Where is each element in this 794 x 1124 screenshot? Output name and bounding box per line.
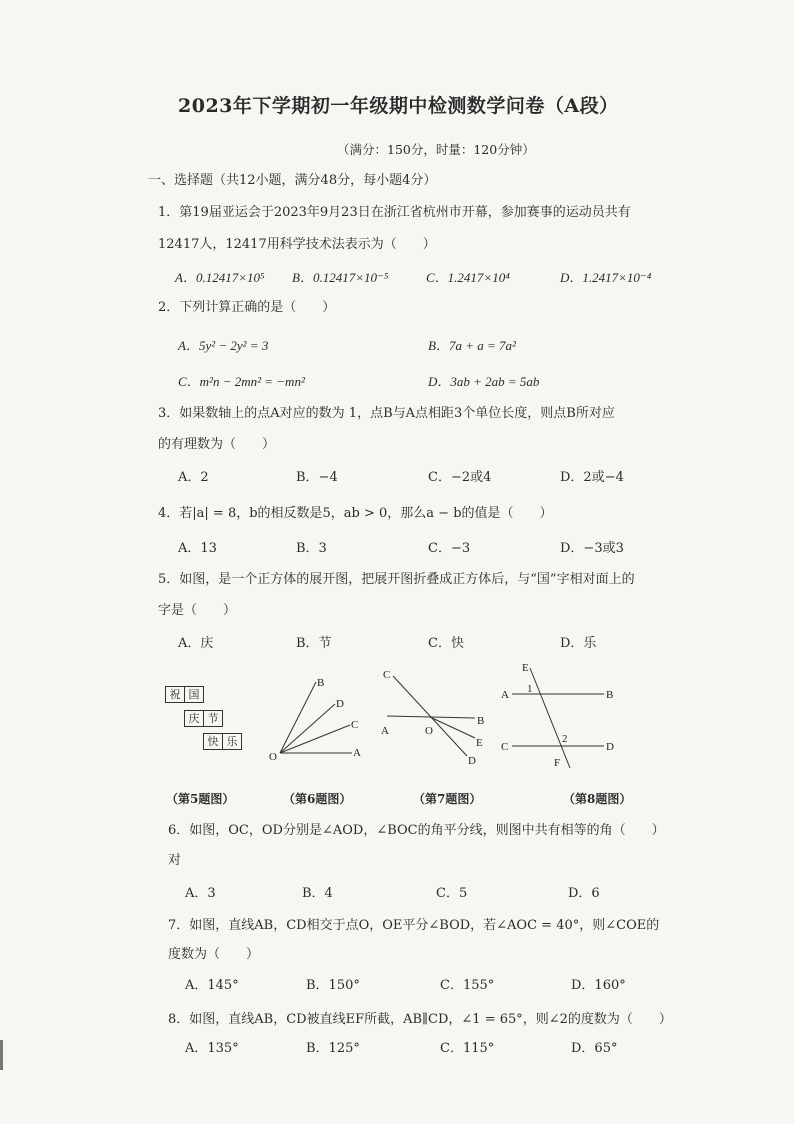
q3-option-b: B．−4 — [296, 470, 338, 485]
q7-stem-line1: 7．如图，直线AB，CD相交于点O，OE平分∠BOD，若∠AOC = 40°，则∠COE的 — [168, 918, 660, 933]
q2-option-a: A．5y² − 2y² = 3 — [178, 338, 269, 353]
ray-oe — [430, 717, 475, 738]
figure-8-parallel-lines — [492, 660, 622, 772]
label-c: C — [383, 669, 391, 681]
q7-option-c: C．155° — [440, 978, 495, 993]
label-b: B — [317, 677, 325, 689]
q7-stem-line2: 度数为（ ） — [168, 947, 260, 962]
caption-fig8: （第8题图） — [563, 792, 632, 806]
page-title: 2023年下学期初一年级期中检测数学问卷（A段） — [178, 95, 619, 117]
figure-6-rays — [262, 672, 372, 772]
q2-stem: 2．下列计算正确的是（ ） — [158, 300, 336, 315]
q3-option-c: C．−2或4 — [428, 470, 492, 485]
net-cell: 祝 — [165, 686, 185, 703]
ray-oc — [280, 725, 350, 753]
q5-option-c: C．快 — [428, 636, 464, 651]
net-cell: 乐 — [222, 733, 242, 750]
q8-option-c: C．115° — [440, 1041, 495, 1056]
ray-ob — [280, 682, 316, 753]
label-c: C — [501, 741, 509, 753]
label-d: D — [606, 741, 614, 753]
label-e: E — [522, 662, 529, 674]
q4-option-c: C．−3 — [428, 541, 471, 556]
q5-stem-line1: 5．如图，是一个正方体的展开图，把展开图折叠成正方体后，与“国”字相对面上的 — [158, 572, 635, 587]
q5-option-a: A．庆 — [178, 636, 214, 651]
q8-option-a: A．135° — [185, 1041, 239, 1056]
caption-fig6: （第6题图） — [283, 792, 352, 806]
section-heading: 一、选择题（共12小题，满分48分，每小题4分） — [148, 173, 437, 188]
label-c: C — [351, 719, 359, 731]
line-ef — [530, 668, 570, 768]
label-a: A — [501, 689, 509, 701]
net-cell: 庆 — [184, 710, 204, 727]
q8-option-b: B．125° — [306, 1041, 360, 1056]
q3-stem-line2: 的有理数为（ ） — [158, 437, 276, 452]
q4-option-a: A．13 — [178, 541, 217, 556]
score-info: （满分：150分，时量：120分钟） — [337, 142, 535, 157]
q2-option-b: B．7a + a = 7a² — [428, 338, 516, 353]
q3-option-d: D．2或−4 — [560, 470, 624, 485]
caption-fig7: （第7题图） — [413, 792, 482, 806]
q6-option-d: D．6 — [568, 886, 600, 901]
q1-option-b: B．0.12417×10⁻⁵ — [292, 270, 389, 285]
q7-option-d: D．160° — [571, 978, 626, 993]
q1-option-d: D．1.2417×10⁻⁴ — [560, 270, 652, 285]
q4-option-d: D．−3或3 — [560, 541, 624, 556]
label-a: A — [353, 747, 361, 759]
label-o: O — [269, 751, 277, 763]
label-e: E — [476, 737, 483, 749]
label-b: B — [606, 689, 614, 701]
net-cell: 国 — [184, 686, 204, 703]
label-d: D — [468, 755, 476, 767]
net-cell: 快 — [203, 733, 223, 750]
q6-option-b: B．4 — [302, 886, 333, 901]
q1-stem-line1: 1．第19届亚运会于2023年9月23日在浙江省杭州市开幕，参加赛事的运动员共有 — [158, 205, 631, 220]
net-cell: 节 — [203, 710, 223, 727]
label-o: O — [425, 725, 433, 737]
q3-option-a: A．2 — [178, 470, 209, 485]
q4-option-b: B．3 — [296, 541, 327, 556]
q5-option-b: B．节 — [296, 636, 332, 651]
q2-option-c: C．m²n − 2mn² = −mn² — [178, 374, 305, 389]
scan-edge-mark — [0, 1040, 3, 1070]
figure-7-lines — [375, 666, 495, 774]
label-angle-2: 2 — [562, 733, 568, 745]
q1-option-c: C．1.2417×10⁴ — [426, 270, 510, 285]
label-f: F — [554, 757, 561, 769]
q7-option-a: A．145° — [185, 978, 239, 993]
q6-option-c: C．5 — [436, 886, 468, 901]
q1-option-a: A．0.12417×10⁵ — [175, 270, 265, 285]
q6-option-a: A．3 — [185, 886, 216, 901]
q8-stem: 8．如图，直线AB，CD被直线EF所截，AB∥CD，∠1 = 65°，则∠2的度数为（ ） — [168, 1012, 672, 1027]
q5-stem-line2: 字是（ ） — [158, 603, 237, 618]
label-d: D — [336, 698, 344, 710]
figure-5-cube-net — [165, 686, 255, 752]
q7-option-b: B．150° — [306, 978, 360, 993]
label-a: A — [381, 725, 389, 737]
q3-stem-line1: 3．如果数轴上的点A对应的数为 1，点B与A点相距3个单位长度，则点B所对应 — [158, 406, 615, 421]
ray-od — [280, 704, 335, 753]
q6-stem-line1: 6．如图，OC，OD分别是∠AOD，∠BOC的角平分线，则图中共有相等的角（ ） — [168, 823, 665, 838]
label-b: B — [477, 715, 485, 727]
label-angle-1: 1 — [527, 683, 533, 695]
caption-fig5: （第5题图） — [166, 792, 235, 806]
q5-option-d: D．乐 — [560, 636, 597, 651]
q1-stem-line2: 12417人，12417用科学技术法表示为（ ） — [158, 237, 436, 252]
q2-option-d: D．3ab + 2ab = 5ab — [428, 374, 540, 389]
q6-stem-line2: 对 — [168, 853, 182, 868]
q4-stem: 4．若|a| = 8，b的相反数是5，ab > 0，那么a − b的值是（ ） — [158, 506, 553, 521]
q8-option-d: D．65° — [571, 1041, 618, 1056]
